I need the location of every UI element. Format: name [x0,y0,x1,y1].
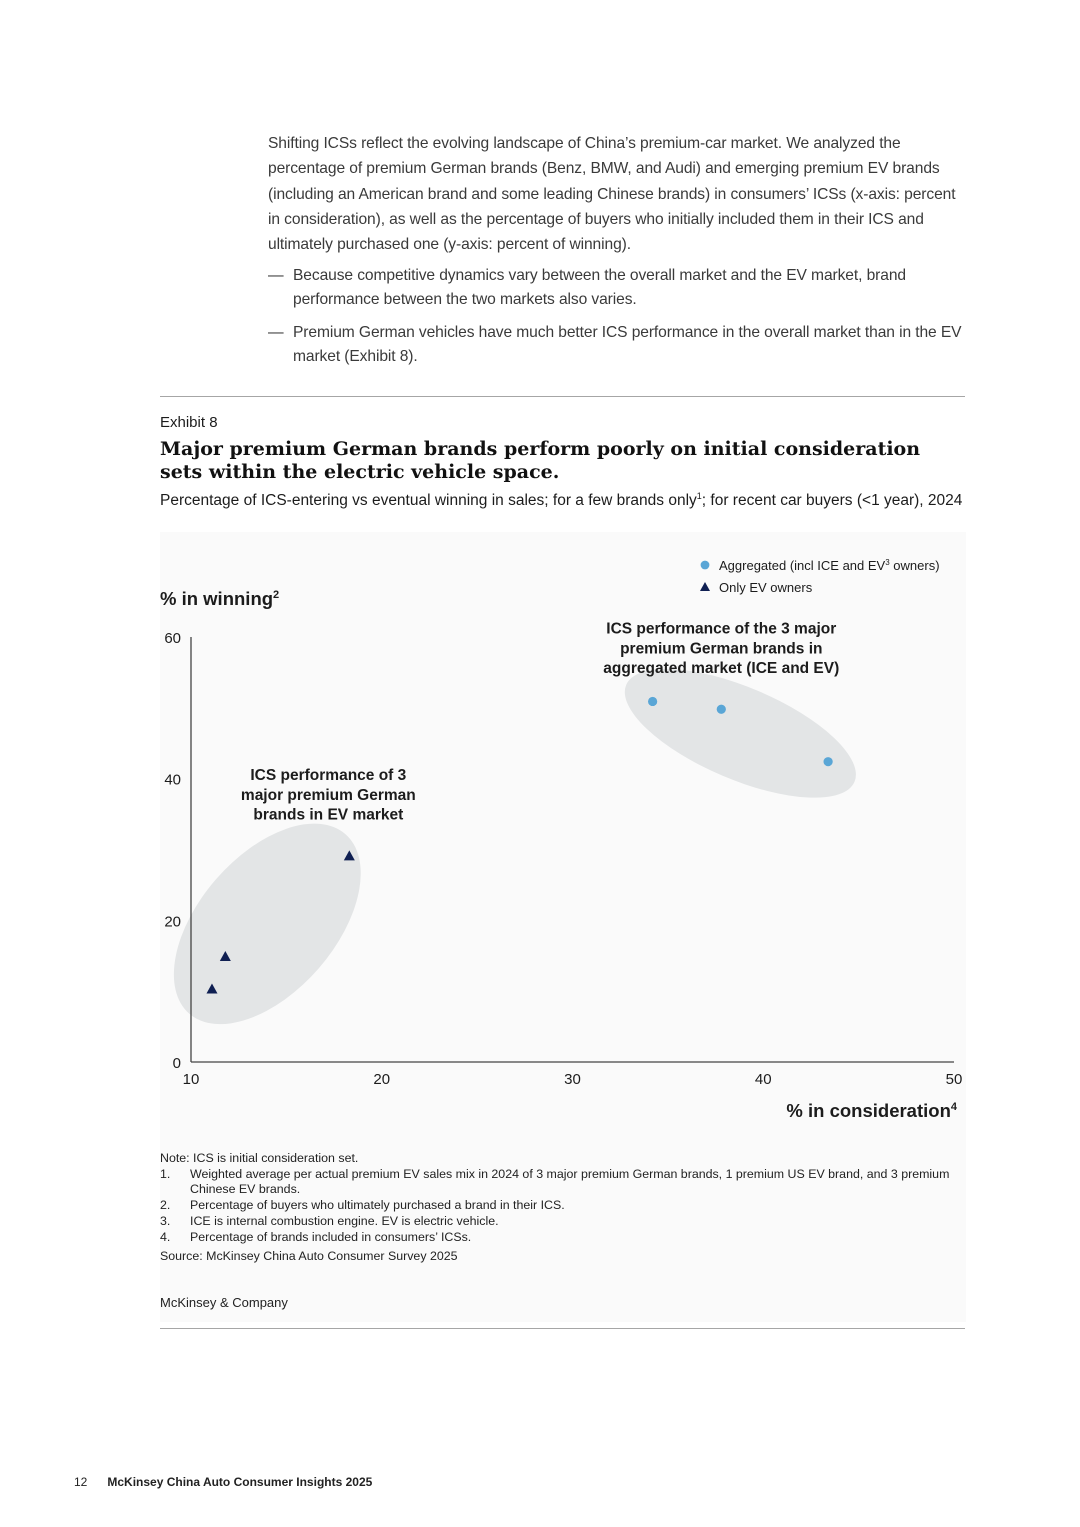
subtitle-text-end: ; for recent car buyers (<1 year), 2024 [701,492,963,510]
footnote-row [160,1167,960,1198]
footnote-text: Percentage of brands included in consumers’ ICSs. [190,1229,472,1244]
annotation-line: ICS performance of 3 [250,767,407,785]
footnote-number: 1. [160,1166,171,1181]
footnote-row [160,1230,960,1246]
legend-label: Only EV owners [719,580,813,595]
footnote-row [160,1198,960,1214]
x-tick-label: 50 [945,1071,963,1088]
source-line: Source: McKinsey China Auto Consumer Survey 2025 [160,1249,458,1264]
x-tick-label: 40 [754,1071,772,1088]
publication-title: McKinsey China Auto Consumer Insights 2025 [107,1475,373,1489]
legend-label: Aggregated (incl ICE and $EV^3$ owners) [719,558,940,573]
bottom-divider [160,1328,965,1329]
x-tick-label: 10 [182,1071,200,1088]
x-tick-label: 20 [373,1071,391,1088]
aggregated-data-point [648,697,657,706]
y-tick-label: 40 [164,771,181,789]
footnote-row [160,1214,960,1230]
subtitle-footnote-ref: 1 [696,491,702,501]
y-tick-label: 60 [164,630,181,647]
annotation-line: brands in EV market [253,806,404,824]
exhibit-title: Major premium German brands perform poorly on initial consideration sets within the electric vehicle space. [160,438,921,483]
dash-marker: — [268,267,284,285]
y-tick-label: 0 [172,1055,181,1072]
footnote-number: 3. [160,1213,171,1228]
annotation-line: aggregated market (ICE and EV) [603,660,840,678]
aggregated-data-point [717,705,726,714]
x-tick-label: 30 [564,1071,581,1088]
intro-paragraph: Shifting ICSs reflect the evolving landscape of China’s premium-car market. We analyzed the percentage of premium German brands (Benz, BMW, and Audi) and emerging premium EV brands (including an American brand and some leading Chinese brands) in consumers’ ICSs (x-axis: percent in consideration), as well as the percentage of buyers who initially included them in their ICS and ultimately purchased one (y-axis: percent of winning). [268,135,956,254]
note-line: Note: ICS is initial consideration set. [160,1151,359,1165]
aggregated-data-point [824,757,833,766]
bullet-text: Because competitive dynamics vary between the overall market and the EV market, brand performance between the two markets also varies. [293,267,906,308]
y-axis-title: % in winning$^2$ [160,588,280,609]
annotation-line: major premium German [240,786,416,804]
footnote-number: 4. [160,1229,171,1244]
legend-triangle-marker [700,582,710,591]
chart-notes [160,1151,960,1265]
subtitle-text: Percentage of ICS-entering vs eventual winning in sales; for a few brands only [160,492,697,510]
brand-name: McKinsey & Company [160,1295,288,1310]
footnote-text: Weighted average per actual premium EV sales mix in 2024 of 3 major premium German brands, 1 premium US EV brand, and 3 premium Chinese EV brands. [190,1166,950,1197]
footnote-text: ICE is internal combustion engine. EV is electric vehicle. [190,1213,499,1228]
dash-marker: — [268,324,284,342]
x-axis-title: % in consideration$^4$ [786,1100,957,1121]
bullet-text: Premium German vehicles have much better ICS performance in the overall market than in the EV market (Exhibit 8). [293,324,962,365]
annotation-line: ICS performance of the 3 major [606,620,837,638]
footnote-number: 2. [160,1198,171,1213]
exhibit-label: Exhibit 8 [160,414,218,431]
legend-circle-marker [701,561,710,570]
page-footer [74,1475,372,1489]
page-number: 12 [74,1475,88,1489]
footnote-text: Percentage of buyers who ultimately purchased a brand in their ICS. [190,1198,565,1213]
annotation-line: premium German brands in [620,640,823,658]
y-tick-label: 20 [164,913,181,931]
